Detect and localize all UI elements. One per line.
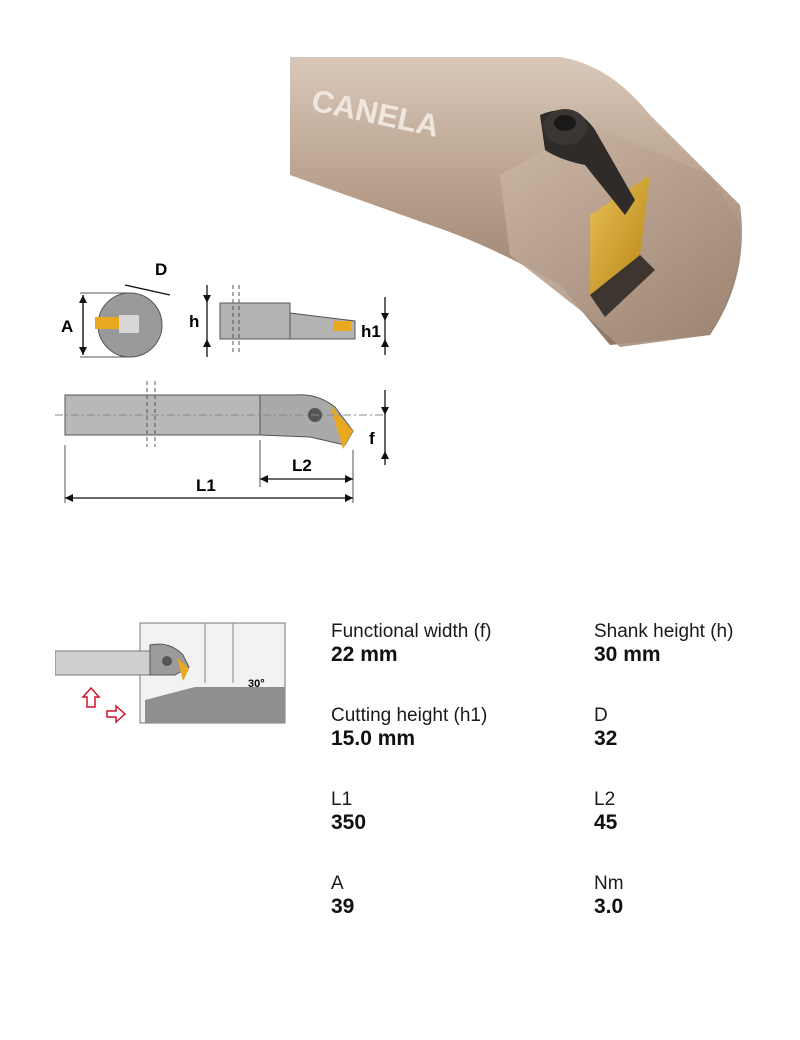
angle-label: 30° [248,678,265,690]
label-h1: h1 [361,322,381,341]
spec-l2 [594,789,617,835]
spec-value: 30 mm [594,643,661,666]
spec-label: L2 [594,789,616,810]
spec-shank-height [594,621,733,667]
spec-cutting-height [331,705,487,751]
spec-label: Shank height (h) [594,621,734,642]
label-f: f [369,429,375,448]
end-view [79,285,170,357]
spec-label: Nm [594,873,624,894]
top-view [55,381,389,503]
label-D: D [155,260,168,279]
spec-value: 39 [331,895,355,918]
spec-l1 [331,789,366,835]
spec-label: L1 [331,789,353,810]
brand-logo: CANELA [308,82,443,144]
spec-d [594,705,617,751]
label-h: h [189,312,200,331]
technical-drawing [55,255,400,505]
feed-arrow-up-icon [83,688,99,707]
side-view [203,285,389,357]
spec-a [331,873,354,919]
spec-label: A [331,873,344,894]
spec-value: 32 [594,727,618,750]
spec-nm [594,873,624,919]
label-L2: L2 [292,456,312,475]
spec-label: Functional width (f) [331,621,492,642]
spec-label: D [594,705,608,726]
spec-value: 15.0 mm [331,727,416,750]
feed-arrow-right-icon [107,706,125,722]
spec-value: 45 [594,811,618,834]
spec-functional-width [331,621,492,667]
spec-label: Cutting height (h1) [331,705,488,726]
label-A: A [61,317,74,336]
label-L1: L1 [196,476,216,495]
spec-value: 350 [331,811,367,834]
spec-value: 22 mm [331,643,398,666]
application-diagram [55,615,290,730]
spec-value: 3.0 [594,895,624,918]
